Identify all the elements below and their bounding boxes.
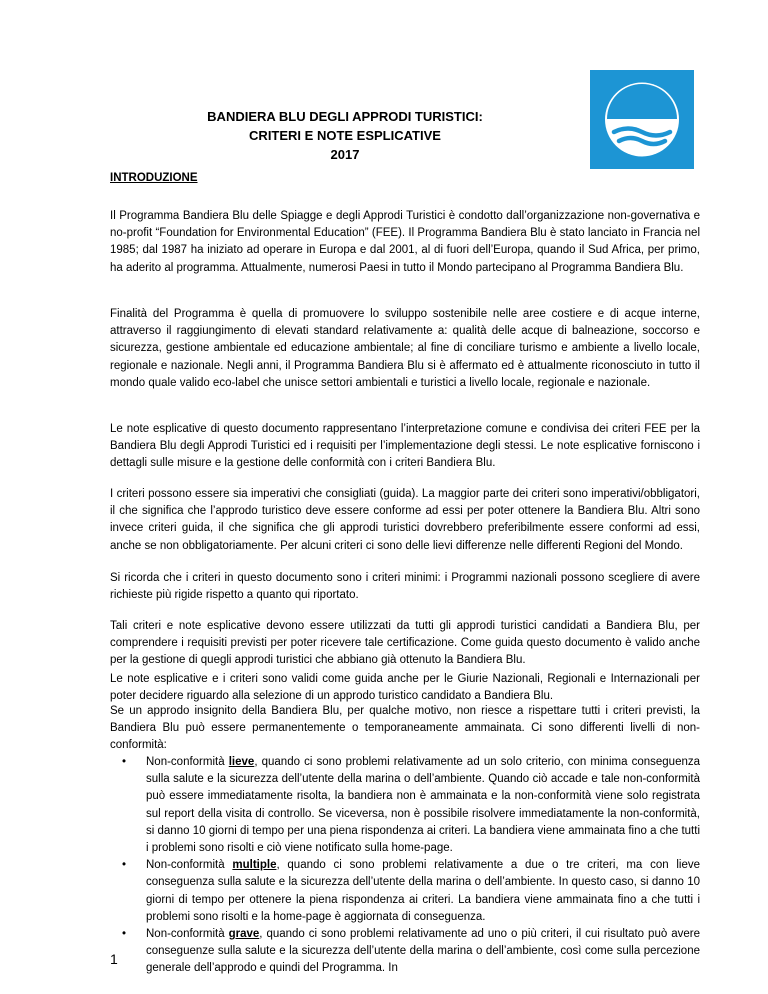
list-item-keyword: grave	[228, 928, 260, 941]
paragraph-usage: Tali criteri e note esplicative devono essere utilizzati da tutti gli approdi turistici candidati a Bandiera Blu, per comprendere i requisiti previsti per poter ricevere tale certificazione. Come guida questo documento è valido anche per la gestione di quegli approdi turistici che abbiano già ottenuto la Bandiera Blu.	[110, 620, 700, 667]
list-item-prefix: Non-conformità	[146, 756, 229, 768]
title-line-3: 2017	[330, 147, 360, 162]
paragraph-criteria-types: I criteri possono essere sia imperativi che consigliati (guida). La maggior parte dei criteri sono imperativi/obbligatori, il che significa che l’approdo turistico deve essere conforme ad essi per poter ottenere la Bandiera Blu. Altri sono invece criteri guida, il che significa che gli approdi turistici dovrebbero preferibilmente essere conformi ad essi, anche se non obbligatoriamente. Per alcuni criteri ci sono delle lievi differenze nelle differenti Regioni del Mondo.	[110, 488, 700, 552]
title-line-2: CRITERI E NOTE ESPLICATIVE	[249, 128, 441, 143]
list-item	[110, 754, 700, 857]
bullet-icon: •	[122, 859, 127, 872]
document-title	[160, 107, 530, 164]
list-item-text: , quando ci sono problemi relativamente ad un solo criterio, con minima conseguenza sulla salute e la sicurezza dell’utente della marina o dell’ambiente. Quando ciò accade e tale non-conformità può essere immediatamente risolta, la bandiera non è ammainata e la non-conformità viene solo registrata sul report della visita di controllo. Se viceversa, non è possibile risolvere immediatamente la non-conformità, si danno 10 giorni di tempo per una piena rispondenza ai criteri. La bandiera viene ammainata fino a che tutti i problemi sono risolti e ciò viene notificato sulla home-page.	[146, 756, 701, 855]
list-item-prefix: Non-conformità	[146, 928, 229, 941]
paragraph-purpose: Finalità del Programma è quella di promuovere lo sviluppo sostenibile nelle aree costiere e di acque interne, attraverso il raggiungimento di elevati standard relativamente a: qualità delle acque di balneazione, soccorso e sicurezza, gestione ambientale ed educazione ambientale; al fine di conciliare turismo e ambiente a livello locale, regionale e nazionale. Negli anni, il Programma Bandiera Blu si è affermato ed è attualmente riconosciuto in tutto il mondo quale valido eco-label che unisce settori ambientali e turistici a livello locale, regionale e nazionale.	[110, 308, 700, 389]
paragraph-non-conformity: Se un approdo insignito della Bandiera Blu, per qualche motivo, non riesce a rispettare tutti i criteri previsti, la Bandiera Blu può essere permanentemente o temporaneamente ammainata. Ci sono differenti livelli di non-conformità:	[110, 705, 700, 752]
paragraph-minimum-criteria: Si ricorda che i criteri in questo documento sono i criteri minimi: i Programmi nazionali possono scegliere di avere richieste più rigide rispetto a quanto qui riportato.	[110, 572, 700, 602]
list-item-text: , quando ci sono problemi relativamente a due o tre criteri, ma con lieve conseguenza sulla salute e la sicurezza dell’utente della marina o dell’ambiente. In questo caso, si danno 10 giorni di tempo per ottenere la piena rispondenza ai criteri. La bandiera viene ammainata fino a che tutti i problemi sono risolti e la home-page è aggiornata di conseguenza.	[146, 859, 701, 923]
paragraph-intro: Il Programma Bandiera Blu delle Spiagge e degli Approdi Turistici è condotto dall’organizzazione non-governativa e no-profit “Foundation for Environmental Education” (FEE). Il Programma Bandiera Blu è stato lanciato in Francia nel 1985; dal 1987 ha iniziato ad operare in Europa e dal 2001, al di fuori dell’Europa, quando il Sud Africa, per primo, ha aderito al programma. Attualmente, numerosi Paesi in tutto il Mondo partecipano al Programma Bandiera Blu.	[110, 210, 700, 274]
list-item-text: , quando ci sono problemi relativamente ad uno o più criteri, il cui risultato può avere conseguenze sulla salute e la sicurezza dell’utente della marina o dell’ambiente, così come sulla percezione generale dell’approdo e quindi del Programma. In	[146, 928, 700, 975]
paragraph-juries: Le note esplicative e i criteri sono validi come guida anche per le Giurie Nazionali, Regionali e Internazionali per poter decidere riguardo alla selezione di un approdo turistico candidato a Bandiera Blu.	[110, 673, 700, 703]
list-item-prefix: Non-conformità	[146, 859, 233, 872]
paragraph-explanatory-notes: Le note esplicative di questo documento rappresentano l’interpretazione comune e condivisa dei criteri FEE per la Bandiera Blu degli Approdi Turistici ed i requisiti per l’implementazione degli stessi. Le note esplicative forniscono i dettagli sulle misure e la gestione delle conformità con i criteri Bandiera Blu.	[110, 423, 700, 470]
blue-flag-logo-icon	[590, 70, 694, 169]
list-item-keyword: lieve	[228, 756, 255, 768]
page-number: 1	[110, 951, 118, 967]
non-conformity-list	[110, 754, 700, 978]
bullet-icon: •	[122, 928, 127, 941]
list-item	[110, 857, 700, 926]
list-item-keyword: multiple	[232, 859, 277, 872]
list-item	[110, 926, 700, 978]
bullet-icon: •	[122, 756, 127, 768]
section-heading: INTRODUZIONE	[110, 172, 198, 184]
title-line-1: BANDIERA BLU DEGLI APPRODI TURISTICI:	[207, 109, 483, 124]
